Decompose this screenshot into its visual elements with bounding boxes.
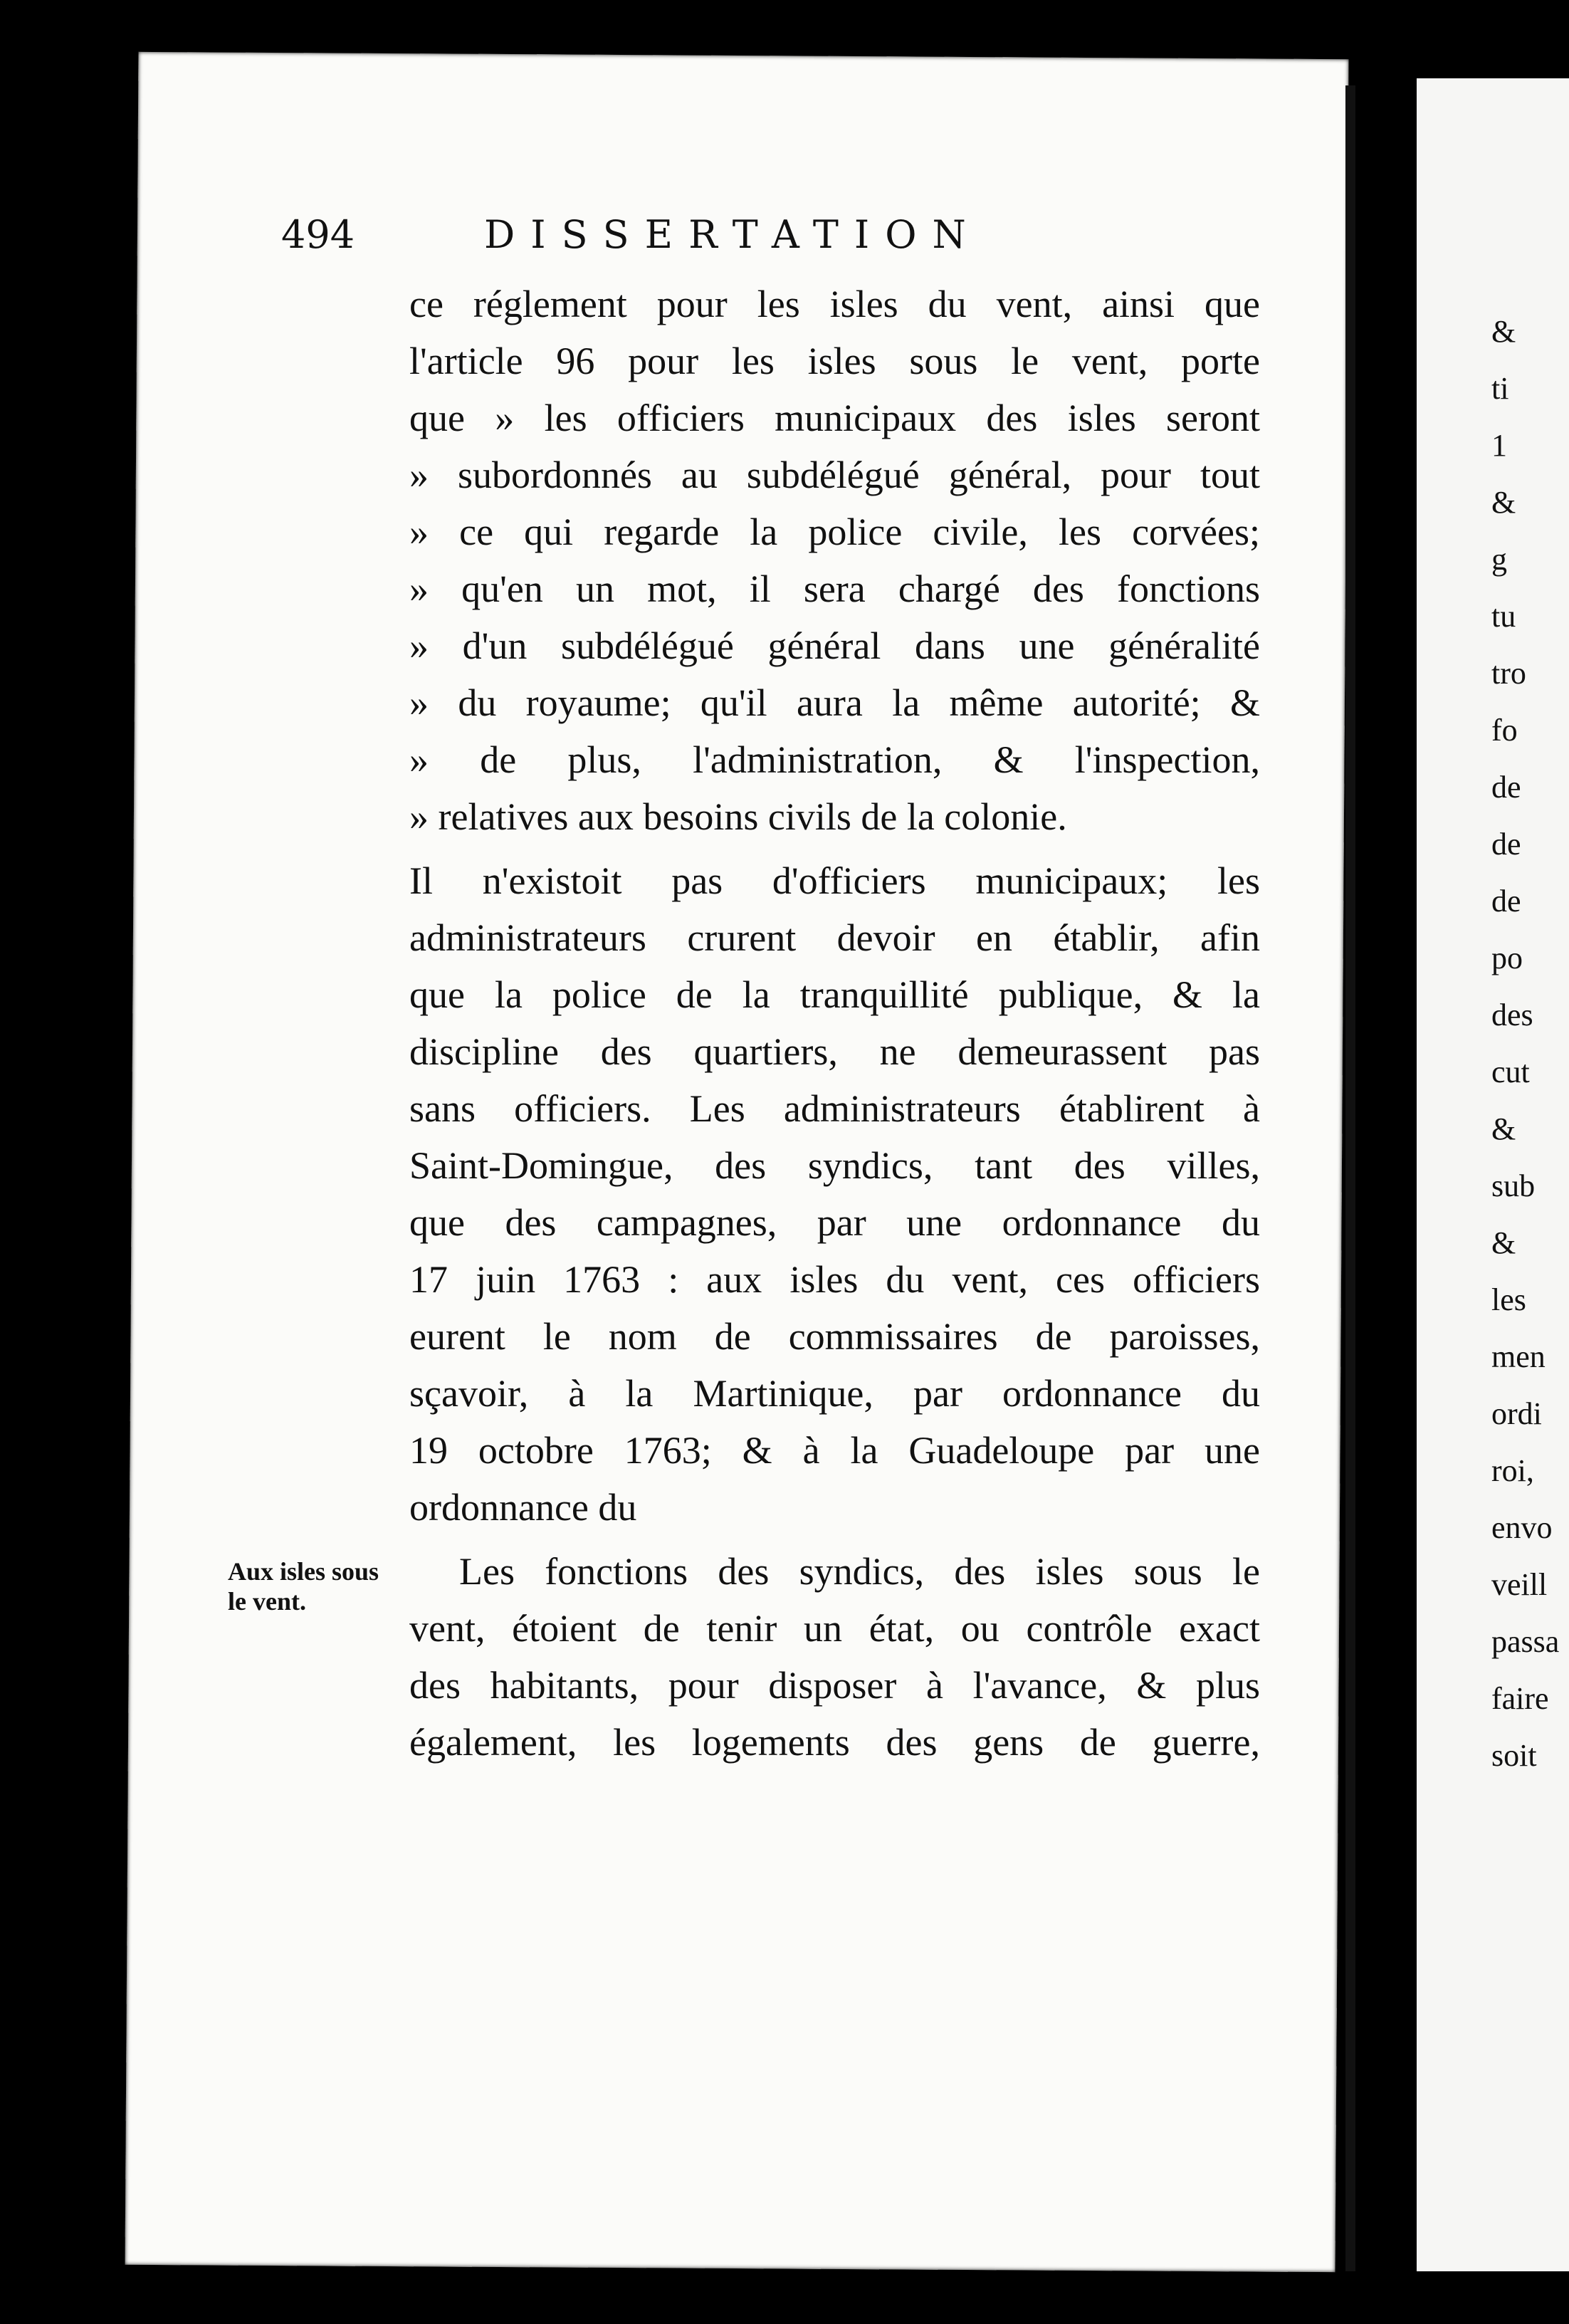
text-line: » relatives aux besoins civils de la colonie. [409,795,1067,838]
text-line: vent, étoient de tenir un état, ou contrôle exact [409,1607,1260,1650]
facing-fragment: les [1491,1282,1526,1317]
text-line: ordonnance du [409,1486,637,1529]
text-line: » ce qui regarde la police civile, les corvées; [409,511,1260,553]
margin-note-line: Aux isles sous [228,1557,379,1586]
facing-fragment: de [1491,770,1521,805]
text-line: que des campagnes, par une ordonnance du [409,1201,1260,1244]
page-gutter [1345,85,1355,2271]
facing-fragment: & [1491,485,1516,520]
facing-fragment: men [1491,1339,1546,1374]
text-line: » qu'en un mot, il sera chargé des fonctions [409,567,1260,610]
text-line: sans officiers. Les administrateurs établirent à [409,1087,1260,1130]
facing-fragment: & [1491,1111,1516,1146]
text-line: que » les officiers municipaux des isles seront [409,397,1260,439]
facing-fragment: ordi [1491,1396,1542,1431]
text-line: sçavoir, à la Martinique, par ordonnance du [409,1372,1260,1415]
text-line: également, les logements des gens de guerre, [409,1721,1260,1764]
facing-fragment: & [1491,314,1516,349]
text-line: 19 octobre 1763; & à la Guadeloupe par une [409,1429,1260,1472]
running-head: DISSERTATION [484,212,982,257]
text-line: » du royaume; qu'il aura la même autorité; & [409,681,1260,724]
facing-fragment: tro [1491,656,1526,691]
text-line: 17 juin 1763 : aux isles du vent, ces officiers [409,1258,1260,1301]
text-line: des habitants, pour disposer à l'avance, & plus [409,1664,1260,1707]
facing-fragment: sub [1491,1168,1536,1203]
text-line: que la police de la tranquillité publique, & la [409,973,1260,1016]
facing-fragment: des [1491,998,1533,1032]
facing-fragment: soit [1491,1738,1537,1773]
text-line: » de plus, l'administration, & l'inspection, [409,738,1260,781]
facing-fragment: veill [1491,1567,1548,1602]
facing-fragment: roi, [1491,1453,1534,1488]
facing-fragment: de [1491,827,1521,862]
text-line: Il n'existoit pas d'officiers municipaux; les [409,859,1260,902]
text-line: » d'un subdélégué général dans une généralité [409,624,1260,667]
facing-page [1417,78,1569,2271]
text-line: ce réglement pour les isles du vent, ainsi que [409,283,1260,325]
facing-fragment: de [1491,884,1521,918]
facing-fragment: cut [1491,1054,1530,1089]
facing-fragment: po [1491,941,1523,975]
text-line: l'article 96 pour les isles sous le vent, porte [409,340,1260,382]
page-number: 494 [281,212,355,257]
margin-note-line: le vent. [228,1587,306,1616]
facing-fragment: passa [1491,1624,1560,1659]
text-line: discipline des quartiers, ne demeurassent pas [409,1030,1260,1073]
facing-fragment: & [1491,1225,1516,1260]
facing-fragment: 1 [1491,428,1507,463]
facing-fragment: ti [1491,371,1509,406]
facing-fragment: tu [1491,599,1516,634]
text-line: Les fonctions des syndics, des isles sous le [459,1550,1260,1593]
facing-fragment: faire [1491,1681,1549,1716]
text-line: administrateurs crurent devoir en établir, afin [409,916,1260,959]
text-line: Saint-Domingue, des syndics, tant des villes, [409,1144,1260,1187]
facing-fragment: g [1491,542,1507,577]
facing-fragment: envo [1491,1510,1553,1545]
facing-fragment: fo [1491,713,1518,748]
text-line: eurent le nom de commissaires de paroisses, [409,1315,1260,1358]
text-line: » subordonnés au subdélégué général, pour tout [409,454,1260,496]
